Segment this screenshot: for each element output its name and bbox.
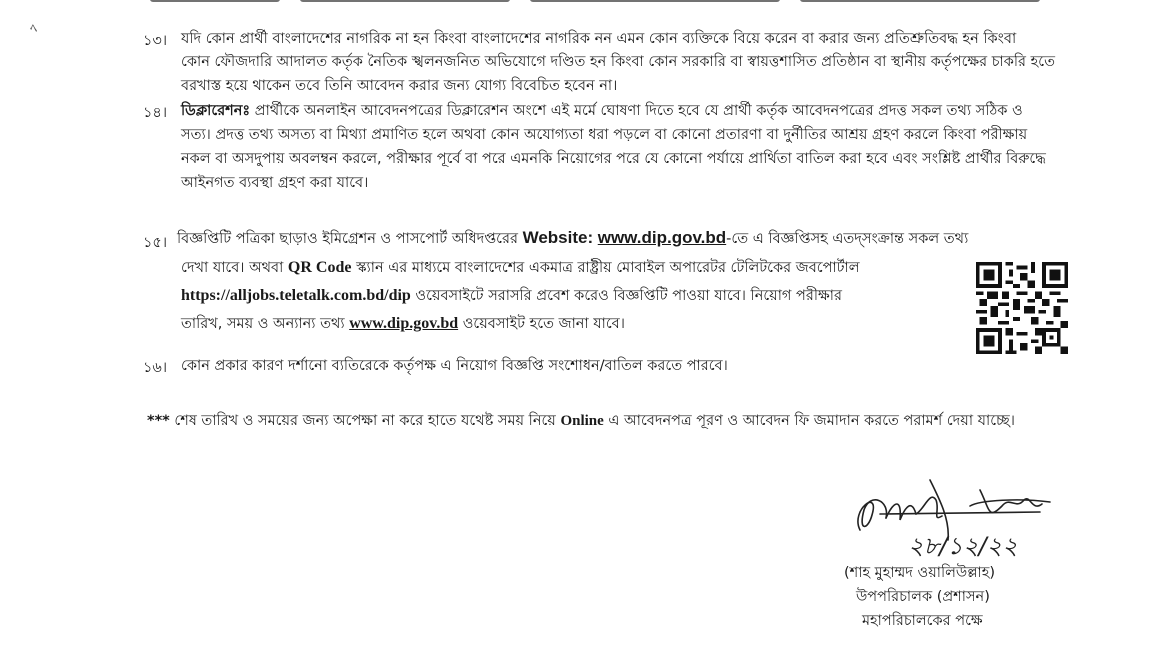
advice-note [147,412,1015,430]
clause-line: আইনগত ব্যবস্থা গ্রহণ করা যাবে। [181,175,369,191]
declaration-text: প্রার্থীকে অনলাইন আবেদনপত্রের ডিক্লারেশন অংশে এই মর্মে ঘোষণা দিতে হবে যে প্রার্থী কর্তৃক আবেদনপত্রের প্রদত্ত সকল তথ্য সঠিক ও [254,103,1023,119]
clause-line: নকল বা অসদুপায় অবলম্বন করলে, পরীক্ষার পূর্বে বা পরে এমনকি নিয়োগের পরে যে কোনো পর্যায়ে প্রার্থিতা বাতিল করা হবে এবং সংশ্লিষ্ট প্রার্থীর বিরুদ্ধে [181,151,1046,167]
clause-line: কোন প্রকার কারণ দর্শানো ব্যতিরেকে কর্তৃপক্ষ এ নিয়োগ বিজ্ঞপ্তি সংশোধন/বাতিল করতে পারবে। [181,358,728,374]
online-label: Online [560,413,604,429]
signature-block [820,470,1080,649]
clause-text: -তে এ বিজ্ঞপ্তিসহ এতদ্সংক্রান্ত সকল তথ্য [726,231,969,247]
scan-mark: ﾍ [30,21,37,37]
website-link[interactable]: www.dip.gov.bd [597,228,727,247]
clause-line [181,287,842,305]
clause-number: ১৩। [143,33,168,49]
clause-line: যদি কোন প্রার্থী বাংলাদেশের নাগরিক না হন কিংবা বাংলাদেশের নাগরিক নন এমন কোন ব্যক্তিকে বিয়ে করেন বা করার জন্য প্রতিশ্রুতিবদ্ধ হন কিংবা [181,31,1017,47]
clause-line: বরখাস্ত হয়ে থাকেন তবে তিনি আবেদন করার জন্য যোগ্য বিবেচিত হবেন না। [181,78,618,94]
website-link[interactable]: www.dip.gov.bd [349,315,459,332]
clause-13 [143,30,1083,100]
qr-code-label: QR Code [287,259,352,276]
handwritten-signature [820,470,1080,560]
clause-line [181,102,1023,120]
on-behalf-of: মহাপরিচালকের পক্ষে [862,613,983,629]
clause-15-website [143,229,1083,339]
clause-line [181,259,860,277]
clause-line: সত্য। প্রদত্ত তথ্য অসত্য বা মিথ্যা প্রমাণিত হলে অথবা কোন অযোগ্যতা ধরা পড়লে বা কোনো প্রতারণা বা দুর্নীতির আশ্রয় গ্রহণ করলে কিংবা পরীক্ষায় [181,127,1028,143]
clause-text: স্ক্যান এর মাধ্যমে বাংলাদেশের একমাত্র রাষ্ট্রীয় মোবাইল অপারেটর টেলিটকের জবপোর্টাল [356,260,860,276]
declaration-heading: ডিক্লারেশনঃ [181,103,251,119]
clause-number: ১৫। [143,235,168,251]
note-text: শেষ তারিখ ও সময়ের জন্য অপেক্ষা না করে হাতে যথেষ্ট সময় নিয়ে [174,413,556,429]
clause-line [177,229,968,248]
note-text: এ আবেদনপত্র পূরণ ও আবেদন ফি জমাদান করতে পরামর্শ দেয়া যাচ্ছে। [608,413,1015,429]
clause-text: বিজ্ঞপ্তিটি পত্রিকা ছাড়াও ইমিগ্রেশন ও পাসপোর্ট অধিদপ্তরের [177,231,518,247]
note-stars: *** [147,413,170,429]
clause-number: ১৪। [143,105,168,121]
clause-text: তারিখ, সময় ও অন্যান্য তথ্য [181,316,345,332]
clause-text: ওয়েবসাইট হতে জানা যাবে। [462,316,625,332]
clause-line: কোন ফৌজদারি আদালত কর্তৃক নৈতিক স্খলনজনিত অভিযোগে দণ্ডিত হন কিংবা কোন সরকারি বা স্বায়ত্তশাসিত প্রতিষ্ঠান বা স্থানীয় কর্তৃপক্ষের চাকরি হতে [181,54,1055,70]
clause-line [181,315,625,333]
signatory-name: (শাহ মুহাম্মদ ওয়ালিউল্লাহ) [844,565,995,581]
clause-number: ১৬। [143,360,168,376]
clause-text: দেখা যাবে। অথবা [181,260,284,276]
teletalk-link[interactable]: https://alljobs.teletalk.com.bd/dip [181,287,411,304]
clause-text: ওয়েবসাইটে সরাসরি প্রবেশ করেও বিজ্ঞপ্তিটি পাওয়া যাবে। নিয়োগ পরীক্ষার [415,288,842,304]
signatory-designation: উপপরিচালক (প্রশাসন) [856,589,990,605]
clause-14-declaration [143,102,1083,198]
cropped-top-text [0,0,1170,6]
signature-date: ২৮/১২/২২ [908,532,1018,560]
qr-code-image[interactable] [976,262,1068,354]
website-label: Website: [522,228,594,247]
clause-16 [143,357,1083,379]
